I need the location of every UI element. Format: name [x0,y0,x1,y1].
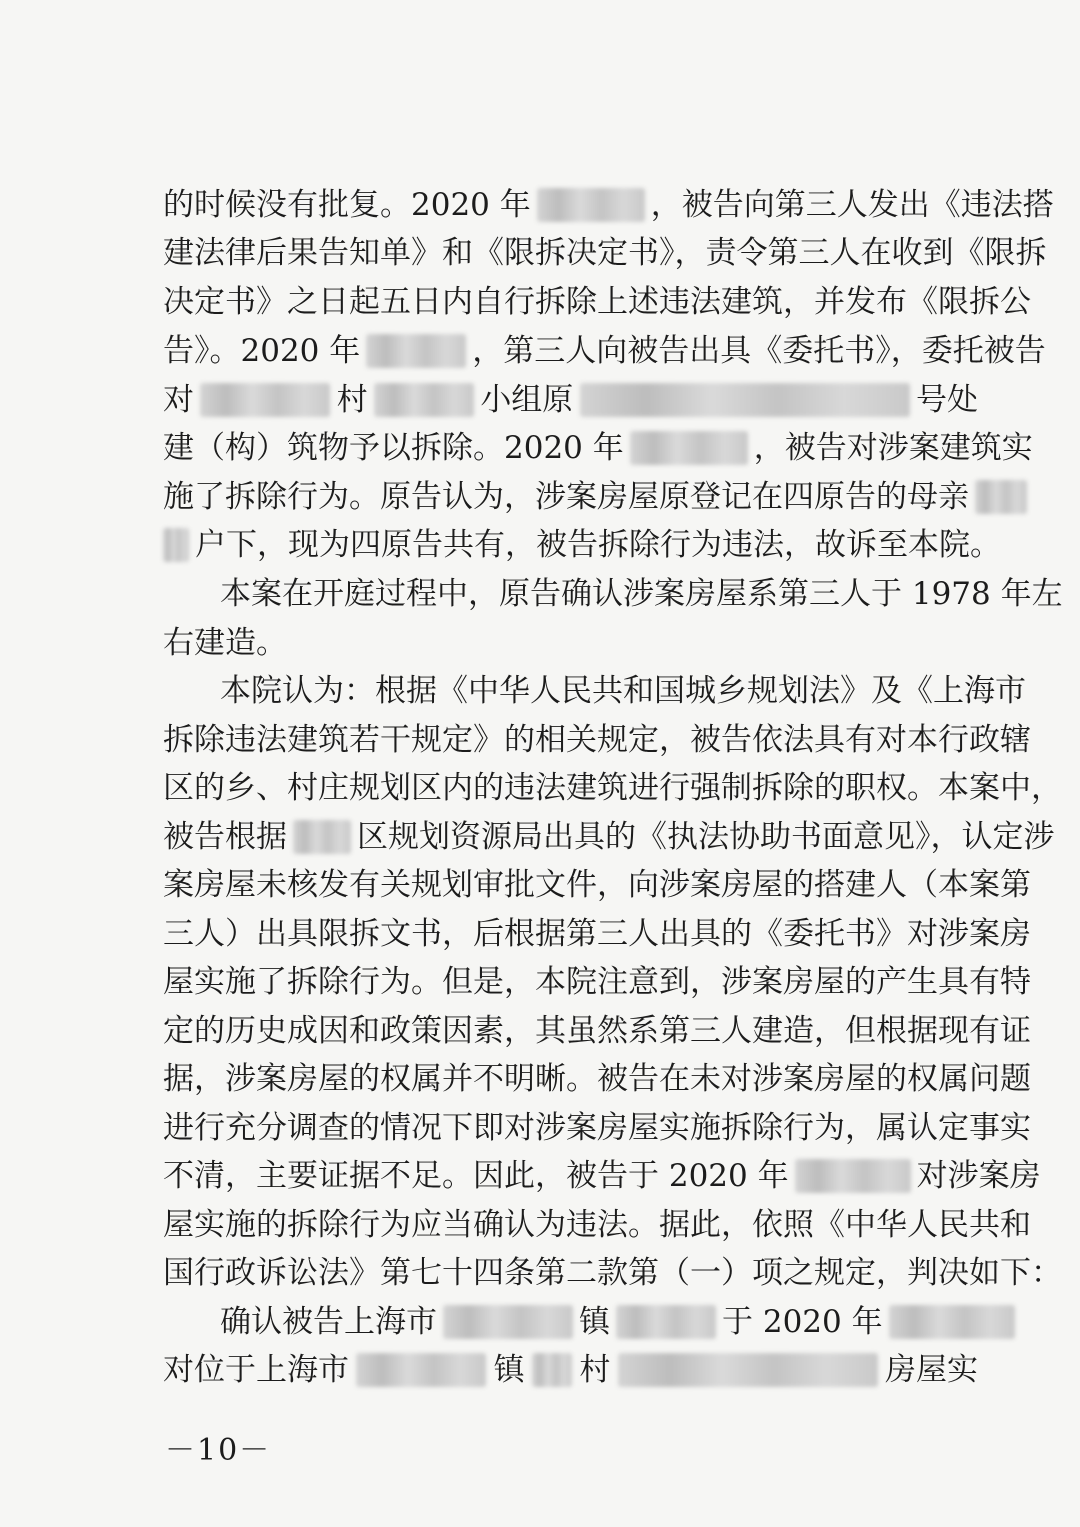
redacted-text [443,1305,573,1339]
text-segment: 号处 [915,382,978,418]
text-segment: 村 [579,1352,611,1388]
text-segment: 本院认为：根据《中华人民共和国城乡规划法》及《上海市 [220,673,1026,709]
text-line [220,570,1063,618]
text-segment: 建（构）筑物予以拆除。2020 年 [163,430,624,466]
text-segment: 确认被告上海市 [220,1304,437,1340]
text-segment: 房屋实 [884,1352,978,1388]
text-line [163,1007,1031,1055]
text-segment: ，第三人向被告出具《委托书》，委托被告 [472,333,1046,369]
redacted-text [366,334,466,368]
text-line [163,473,978,521]
redacted-text [200,383,330,417]
redacted-text [532,1353,572,1387]
redacted-text [374,383,474,417]
text-segment: 村 [336,382,368,418]
text-line [163,424,1033,472]
redacted-text [616,1305,716,1339]
text-segment: 定的历史成因和政策因素，其虽然系第三人建造，但根据现有证 [163,1013,1031,1049]
text-line [163,278,1031,326]
text-segment: 据，涉案房屋的权属并不明晰。被告在未对涉案房屋的权属问题 [163,1061,1031,1097]
text-segment: 的时候没有批复。2020 年 [163,187,531,223]
text-line [163,861,1031,909]
text-segment: 右建造。 [163,625,287,661]
text-segment: 户下，现为四原告共有，被告拆除行为违法，故诉至本院。 [195,527,1001,563]
text-segment: 镇 [493,1352,525,1388]
redacted-text [889,1305,1015,1339]
text-line [163,181,1054,229]
text-segment: 本案在开庭过程中，原告确认涉案房屋系第三人于 1978 年左 [220,576,1063,612]
redacted-text [537,188,645,222]
text-segment: 对涉案房 [916,1158,1041,1194]
text-line [163,958,1031,1006]
text-line [163,764,1062,812]
text-line [220,667,1026,715]
redacted-text [580,383,910,417]
text-line [163,1055,1031,1103]
text-segment: ，被告向第三人发出《违法搭 [650,187,1054,223]
redacted-text [163,528,189,562]
text-segment: 区规划资源局出具的《执法协助书面意见》，认定涉 [357,819,1055,855]
text-segment: 不清，主要证据不足。因此，被告于 2020 年 [163,1158,789,1194]
text-segment: 镇 [579,1304,610,1340]
redacted-text [618,1353,878,1387]
redacted-text [795,1159,911,1193]
text-segment: 对位于上海市 [163,1352,349,1388]
text-line [163,1201,1031,1249]
text-segment: 施了拆除行为。原告认为，涉案房屋原登记在四原告的母亲 [163,479,969,515]
text-line [163,376,978,424]
text-segment: 拆除违法建筑若干规定》的相关规定，被告依法具有对本行政辖 [163,722,1031,758]
text-segment: 小组原 [480,382,574,418]
text-line [163,1152,1041,1200]
text-segment: 于 2020 年 [722,1304,883,1340]
text-line [163,619,978,667]
text-line [163,1249,1062,1297]
page-number: －10－ [165,1433,272,1468]
text-line [163,521,1001,569]
text-segment: 决定书》之日起五日内自行拆除上述违法建筑，并发布《限拆公 [163,284,1031,320]
text-segment: 国行政诉讼法》第七十四条第二款第（一）项之规定，判决如下： [163,1255,1062,1291]
text-line [163,1346,978,1394]
text-segment: 告》。2020 年 [163,333,361,369]
text-segment: 对 [163,382,194,418]
text-segment: 建法律后果告知单》和《限拆决定书》，责令第三人在收到《限拆 [163,235,1047,271]
text-line [163,716,1031,764]
text-line [163,327,1046,375]
text-line [163,910,1031,958]
redacted-text [356,1353,486,1387]
text-segment: 三人）出具限拆文书，后根据第三人出具的《委托书》对涉案房 [163,916,1031,952]
text-segment: 屋实施的拆除行为应当确认为违法。据此，依照《中华人民共和 [163,1207,1031,1243]
text-line [163,813,1055,861]
text-segment: 进行充分调查的情况下即对涉案房屋实施拆除行为，属认定事实 [163,1110,1031,1146]
redacted-text [630,431,748,465]
text-line [220,1298,978,1346]
text-line [163,229,1047,277]
text-segment: 被告根据 [163,819,287,855]
text-segment: 屋实施了拆除行为。但是，本院注意到，涉案房屋的产生具有特 [163,964,1031,1000]
redacted-text [975,480,1027,514]
text-segment: 区的乡、村庄规划区内的违法建筑进行强制拆除的职权。本案中， [163,770,1062,806]
text-line [163,1104,1031,1152]
text-segment: 案房屋未核发有关规划审批文件，向涉案房屋的搭建人（本案第 [163,867,1031,903]
redacted-text [293,820,351,854]
text-segment: ，被告对涉案建筑实 [753,430,1033,466]
